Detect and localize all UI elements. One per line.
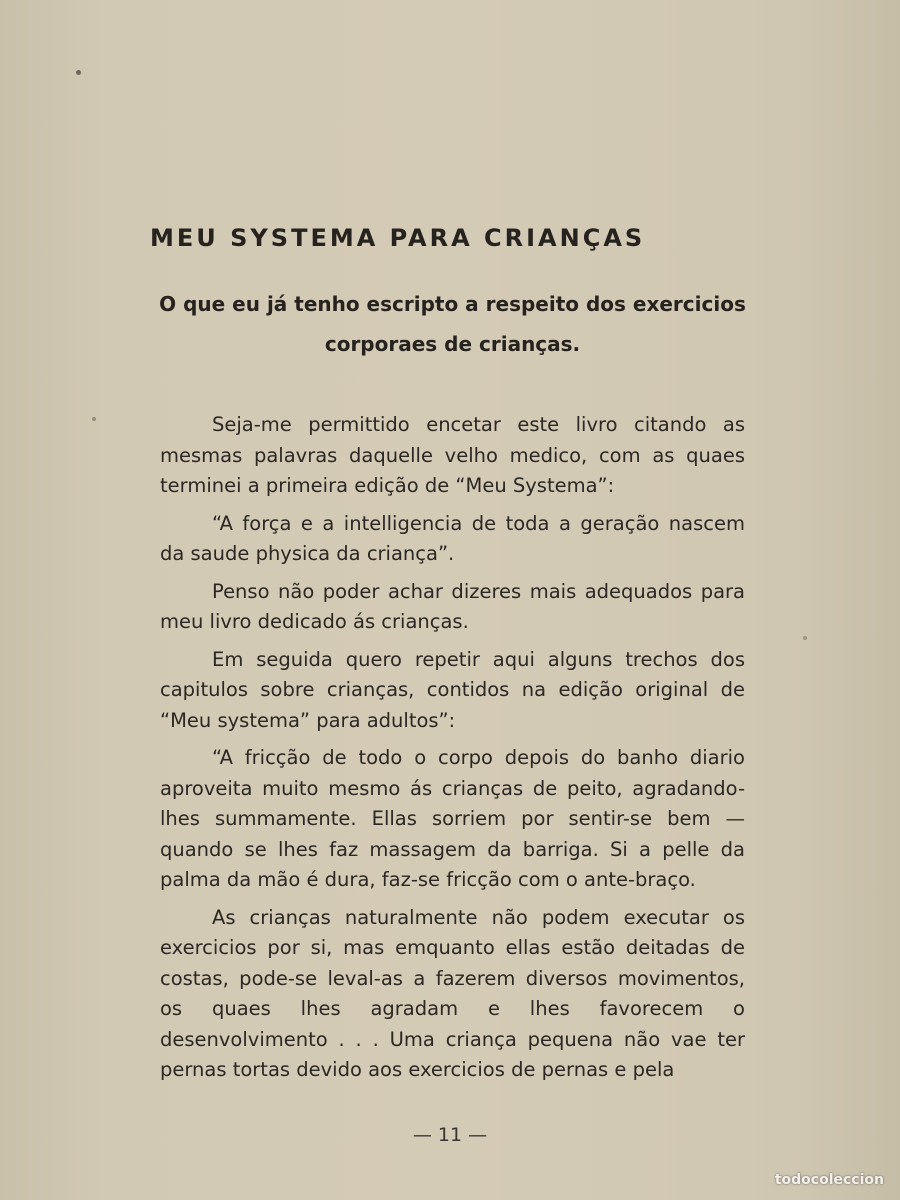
paragraph: Em seguida quero repetir aqui alguns trechos dos capitulos sobre crianças, contidos na edição original de “Meu systema” para adultos”:: [160, 647, 745, 732]
paragraph: “A força e a intelligencia de toda a geração nascem da saude physica da criança”.: [160, 511, 745, 565]
paragraph: Penso não poder achar dizeres mais adequados para meu livro dedicado ás crianças.: [160, 579, 745, 633]
chapter-title: MEU SYSTEMA PARA CRIANÇAS: [150, 224, 646, 252]
body-text: [160, 410, 745, 1093]
watermark-logo: todocoleccion: [774, 1172, 884, 1188]
paragraph: “A fricção de todo o corpo depois do banho diario aproveita muito mesmo ás crianças de peito, agradando-lhes summamente. Ellas sorriem por sentir-se bem — quando se lhes faz massagem da barriga. Si a pelle da palma da mão é dura, faz-se fricção com o ante-braço.: [160, 746, 745, 891]
paper-spot: [76, 70, 81, 75]
page-number: — 11 —: [412, 1124, 488, 1146]
paper-spot: [803, 636, 807, 640]
paper-spot: [92, 417, 96, 421]
paragraph: Seja-me permittido encetar este livro citando as mesmas palavras daquelle velho medico, com as quaes terminei a primeira edição de “Meu Systema”:: [160, 413, 745, 497]
paragraph: As crianças naturalmente não podem executar os exercicios por si, mas emquanto ellas estão deitadas de costas, pode-se leval-as a fazerem diversos movimentos, os quaes lhes agradam e lhes favorecem o desenvolvimento . . . Uma criança pequena não vae ter pernas tortas devido aos exercicios de pernas e pela: [160, 905, 745, 1081]
chapter-subtitle: O que eu já tenho escripto a respeito dos exercicios corporaes de crianças.: [159, 292, 746, 356]
